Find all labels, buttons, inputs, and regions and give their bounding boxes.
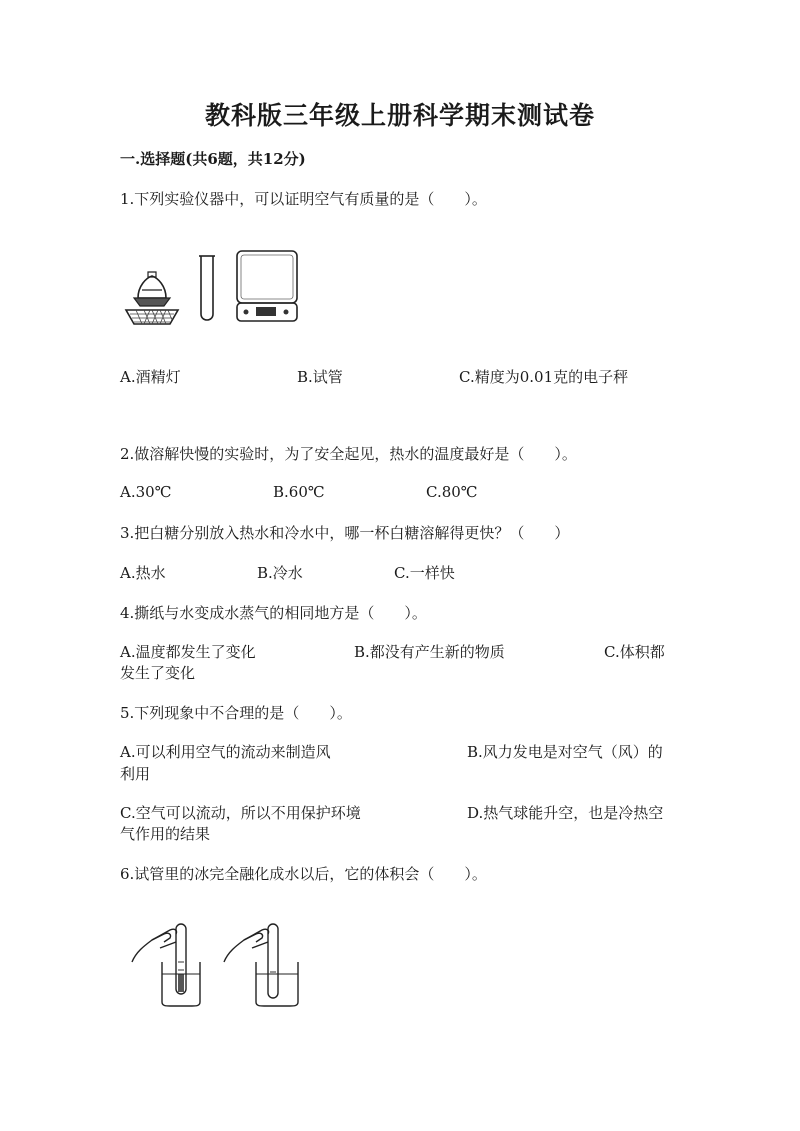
question-4-option-a: A.温度都发生了变化 (120, 643, 256, 661)
page-title: 教科版三年级上册科学期末测试卷 (204, 101, 595, 130)
question-4-option-c: C.体积都 (604, 643, 665, 661)
question-5-option-c: C.空气可以流动，所以不用保护环境 (120, 804, 361, 822)
question-4-option-c-continued: 发生了变化 (120, 664, 196, 682)
question-1-option-c: C.精度为0.01克的电子秤 (459, 368, 629, 386)
question-5-stem: 5.下列现象中不合理的是（ ）。 (120, 704, 352, 722)
question-2-option-a: A.30℃ (120, 483, 172, 501)
test-tube-icon (195, 252, 219, 326)
question-5-option-b-continued: 利用 (120, 765, 151, 783)
question-3-stem: 3.把白糖分别放入热水和冷水中，哪一杯白糖溶解得更快？（ ） (120, 524, 570, 542)
question-2-option-b: B.60℃ (273, 483, 325, 501)
question-4-option-b: B.都没有产生新的物质 (354, 643, 505, 661)
question-3-option-b: B.冷水 (257, 564, 303, 582)
question-5-option-b: B.风力发电是对空气（风）的 (467, 743, 663, 761)
question-4-stem: 4.撕纸与水变成水蒸气的相同地方是（ ）。 (120, 604, 427, 622)
question-1-option-a: A.酒精灯 (120, 368, 181, 386)
hand-test-tube-ice-icon (130, 922, 204, 1008)
section-heading: 一.选择题(共6题，共12分) (120, 150, 306, 168)
question-2-stem: 2.做溶解快慢的实验时，为了安全起见，热水的温度最好是（ ）。 (120, 445, 577, 463)
question-3-option-a: A.热水 (120, 564, 166, 582)
question-5-option-d-continued: 气作用的结果 (120, 825, 211, 843)
question-5-option-d: D.热气球能升空，也是冷热空 (467, 804, 664, 822)
question-3-option-c: C.一样快 (394, 564, 455, 582)
question-2-option-c: C.80℃ (426, 483, 478, 501)
hand-test-tube-water-icon (222, 922, 302, 1008)
question-1-option-b: B.试管 (297, 368, 343, 386)
alcohol-lamp-icon (120, 268, 184, 328)
question-1-stem: 1.下列实验仪器中，可以证明空气有质量的是（ ）。 (120, 190, 487, 208)
question-5-option-a: A.可以利用空气的流动来制造风 (120, 743, 331, 761)
electronic-scale-icon (234, 248, 300, 324)
question-6-stem: 6.试管里的冰完全融化成水以后，它的体积会（ ）。 (120, 865, 487, 883)
